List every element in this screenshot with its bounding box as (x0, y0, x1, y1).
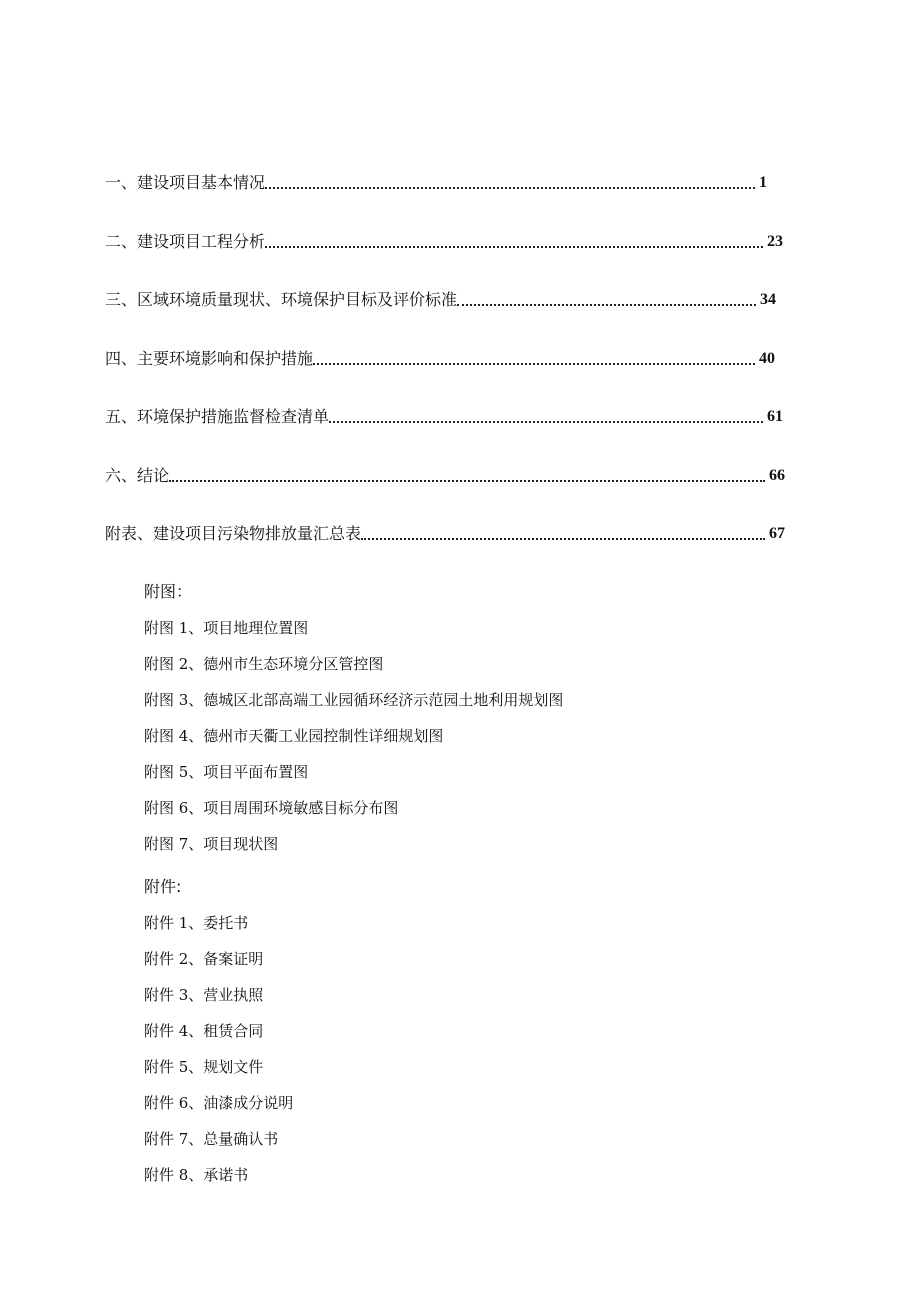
toc-entry-page: 61 (767, 408, 783, 425)
toc-dot-leader (265, 227, 765, 257)
toc-dot-leader (361, 519, 767, 549)
attachment-item-1: 附件 1、委托书 (144, 914, 249, 932)
attachments-heading: 附件: (144, 877, 182, 896)
toc-entry-title: 五、环境保护措施监督检查清单 (105, 407, 330, 426)
toc-entry-title: 二、建设项目工程分析 (105, 231, 266, 251)
figure-item-4: 附图 4、德州市天衢工业园控制性详细规划图 (144, 727, 444, 745)
toc-entry-title: 四、主要环境影响和保护措施 (105, 348, 314, 368)
toc-entry-page: 67 (769, 525, 785, 542)
attachment-item-4: 附件 4、租赁合同 (144, 1022, 264, 1040)
figure-item-6: 附图 6、项目周围环境敏感目标分布图 (144, 799, 399, 817)
toc-entry-page: 66 (769, 466, 785, 484)
toc-entry-5[interactable] (105, 402, 795, 432)
toc-entry-7[interactable] (105, 519, 795, 549)
toc-dot-leader (265, 168, 757, 198)
figure-item-3: 附图 3、德城区北部高端工业园循环经济示范园土地利用规划图 (144, 691, 564, 709)
toc-entry-page: 40 (759, 349, 775, 367)
figures-section (144, 574, 563, 862)
figures-heading: 附图： (144, 582, 193, 601)
toc-entry-3[interactable] (105, 285, 795, 315)
attachment-item-3: 附件 3、营业执照 (144, 986, 264, 1004)
toc-entry-4[interactable] (105, 344, 795, 374)
attachment-item-2: 附件 2、备案证明 (144, 950, 264, 968)
toc-entry-title: 一、建设项目基本情况 (105, 173, 266, 192)
toc-entry-page: 34 (760, 291, 776, 308)
toc-dot-leader (329, 402, 765, 432)
toc-entry-6[interactable] (105, 461, 795, 491)
toc-dot-leader (457, 285, 758, 315)
attachment-item-7: 附件 7、总量确认书 (144, 1130, 279, 1148)
figure-item-2: 附图 2、德州市生态环境分区管控图 (144, 655, 384, 673)
toc-dot-leader (313, 344, 757, 374)
figure-item-5: 附图 5、项目平面布置图 (144, 763, 309, 781)
toc-entry-2[interactable] (105, 227, 795, 257)
figure-item-1: 附图 1、项目地理位置图 (144, 619, 309, 637)
toc-entry-title: 三、区域环境质量现状、环境保护目标及评价标准 (105, 290, 458, 309)
attachments-section (144, 869, 293, 1193)
toc-entry-1[interactable] (105, 168, 795, 198)
attachment-item-8: 附件 8、承诺书 (144, 1166, 249, 1184)
toc-dot-leader (169, 461, 767, 491)
toc-entry-page: 1 (759, 174, 767, 191)
figure-item-7: 附图 7、项目现状图 (144, 835, 279, 853)
table-of-contents (105, 168, 795, 578)
toc-entry-title: 附表、建设项目污染物排放量汇总表 (105, 524, 362, 543)
toc-entry-title: 六、结论 (105, 465, 170, 485)
toc-entry-page: 23 (767, 232, 783, 250)
attachment-item-6: 附件 6、油漆成分说明 (144, 1094, 294, 1112)
attachment-item-5: 附件 5、规划文件 (144, 1058, 264, 1076)
